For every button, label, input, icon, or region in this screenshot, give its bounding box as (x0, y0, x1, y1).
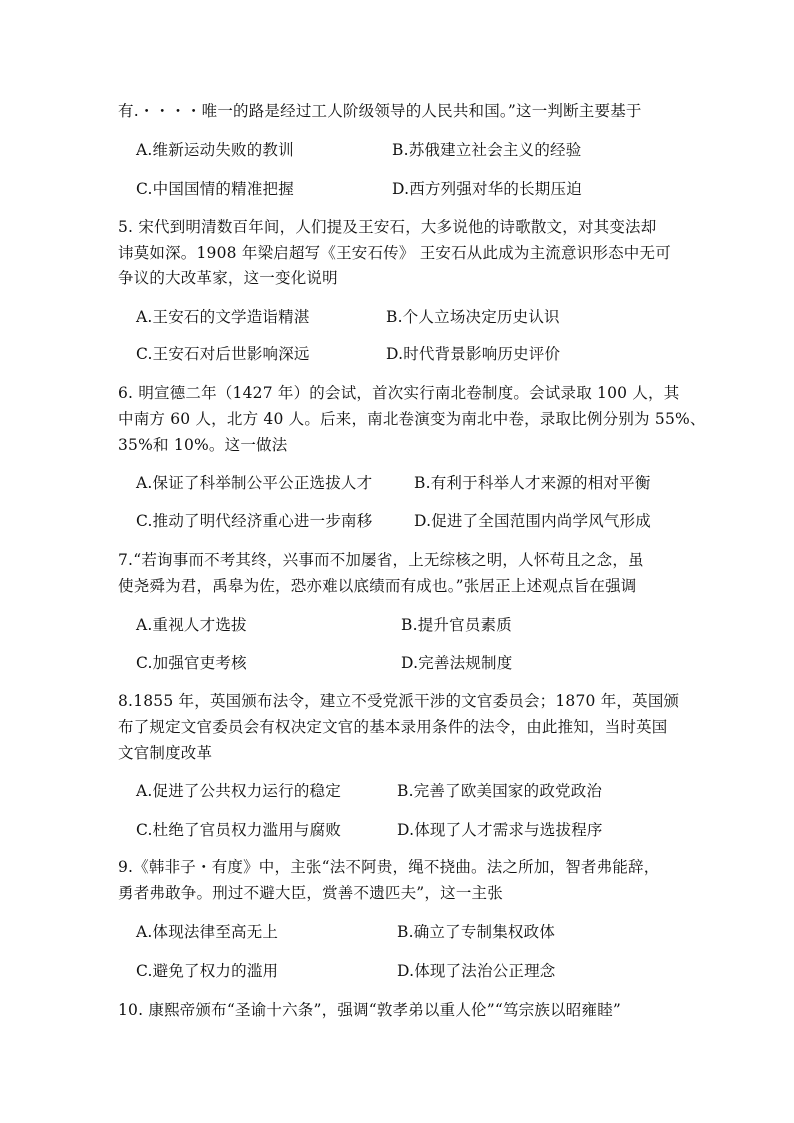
q6-option-a: A.保证了科举制公平公正选拔人才 (136, 474, 373, 492)
q5-stem-line-1: 5. 宋代到明清数百年间，人们提及王安石，大多说他的诗歌散文，对其变法却 (118, 218, 657, 236)
q6-stem-line-1: 6. 明宣德二年（1427 年）的会试，首次实行南北卷制度。会试录取 100 人，其 (118, 384, 680, 402)
q7-option-d: D.完善法规制度 (401, 654, 513, 672)
q4-option-d: D.西方列强对华的长期压迫 (392, 180, 582, 198)
q8-stem-line-1: 8.1855 年，英国颁布法令，建立不受党派干涉的文官委员会；1870 年，英国颁 (118, 692, 680, 710)
q8-option-b: B.完善了欧美国家的政党政治 (397, 782, 603, 800)
q7-stem-line-1: 7.“若询事而不考其终，兴事而不加屡省，上无综核之明，人怀苟且之念，虽 (118, 551, 644, 569)
q5-stem-line-2: 讳莫如深。1908 年梁启超写《王安石传》 王安石从此成为主流意识形态中无可 (118, 244, 671, 262)
q7-option-c: C.加强官吏考核 (136, 654, 247, 672)
q9-option-c: C.避免了权力的滥用 (136, 962, 279, 980)
q6-stem-line-2: 中南方 60 人，北方 40 人。后来，南北卷演变为南北中卷，录取比例分别为 55%、 (118, 410, 706, 428)
q5-option-a: A.王安石的文学造诣精湛 (136, 308, 310, 326)
q5-option-b: B.个人立场决定历史认识 (386, 308, 560, 326)
q9-stem-line-2: 勇者弗敢争。刑过不避大臣，赏善不遗匹夫”，这一主张 (118, 884, 503, 902)
q5-stem-line-3: 争议的大改革家，这一变化说明 (118, 269, 338, 287)
q8-option-c: C.杜绝了官员权力滥用与腐败 (136, 821, 342, 839)
q6-option-b: B.有利于科举人才来源的相对平衡 (414, 474, 651, 492)
q10-stem-line-1: 10. 康熙帝颁布“圣谕十六条”，强调“敦孝弟以重人伦”“笃宗族以昭雍睦” (118, 1001, 622, 1019)
q4-stem-line-1: 有.・・・・唯一的路是经过工人阶级领导的人民共和国。”这一判断主要基于 (118, 102, 642, 120)
q7-option-b: B.提升官员素质 (401, 616, 512, 634)
q6-option-d: D.促进了全国范围内尚学风气形成 (414, 512, 652, 530)
q4-option-a: A.维新运动失败的教训 (136, 141, 294, 159)
q5-option-d: D.时代背景影响历史评价 (386, 345, 561, 363)
q9-option-a: A.体现法律至高无上 (136, 923, 279, 941)
q6-stem-line-3: 35%和 10%。这一做法 (118, 436, 288, 454)
q4-option-b: B.苏俄建立社会主义的经验 (392, 141, 582, 159)
q7-option-a: A.重视人才选拔 (136, 616, 247, 634)
q9-stem-line-1: 9.《韩非子・有度》中，主张“法不阿贵，绳不挠曲。法之所加，智者弗能辞， (118, 858, 660, 876)
q8-stem-line-3: 文官制度改革 (118, 744, 213, 762)
q4-option-c: C.中国国情的精准把握 (136, 180, 294, 198)
q8-option-d: D.体现了人才需求与选拔程序 (397, 821, 603, 839)
q8-option-a: A.促进了公共权力运行的稳定 (136, 782, 341, 800)
q9-option-d: D.体现了法治公正理念 (397, 962, 556, 980)
q7-stem-line-2: 使尧舜为君，禹皋为佐，恐亦难以底绩而有成也。”张居正上述观点旨在强调 (118, 577, 637, 595)
q5-option-c: C.王安石对后世影响深远 (136, 345, 310, 363)
q6-option-c: C.推动了明代经济重心进一步南移 (136, 512, 373, 530)
q8-stem-line-2: 布了规定文官委员会有权决定文官的基本录用条件的法令，由此推知，当时英国 (118, 718, 668, 736)
q9-option-b: B.确立了专制集权政体 (397, 923, 556, 941)
